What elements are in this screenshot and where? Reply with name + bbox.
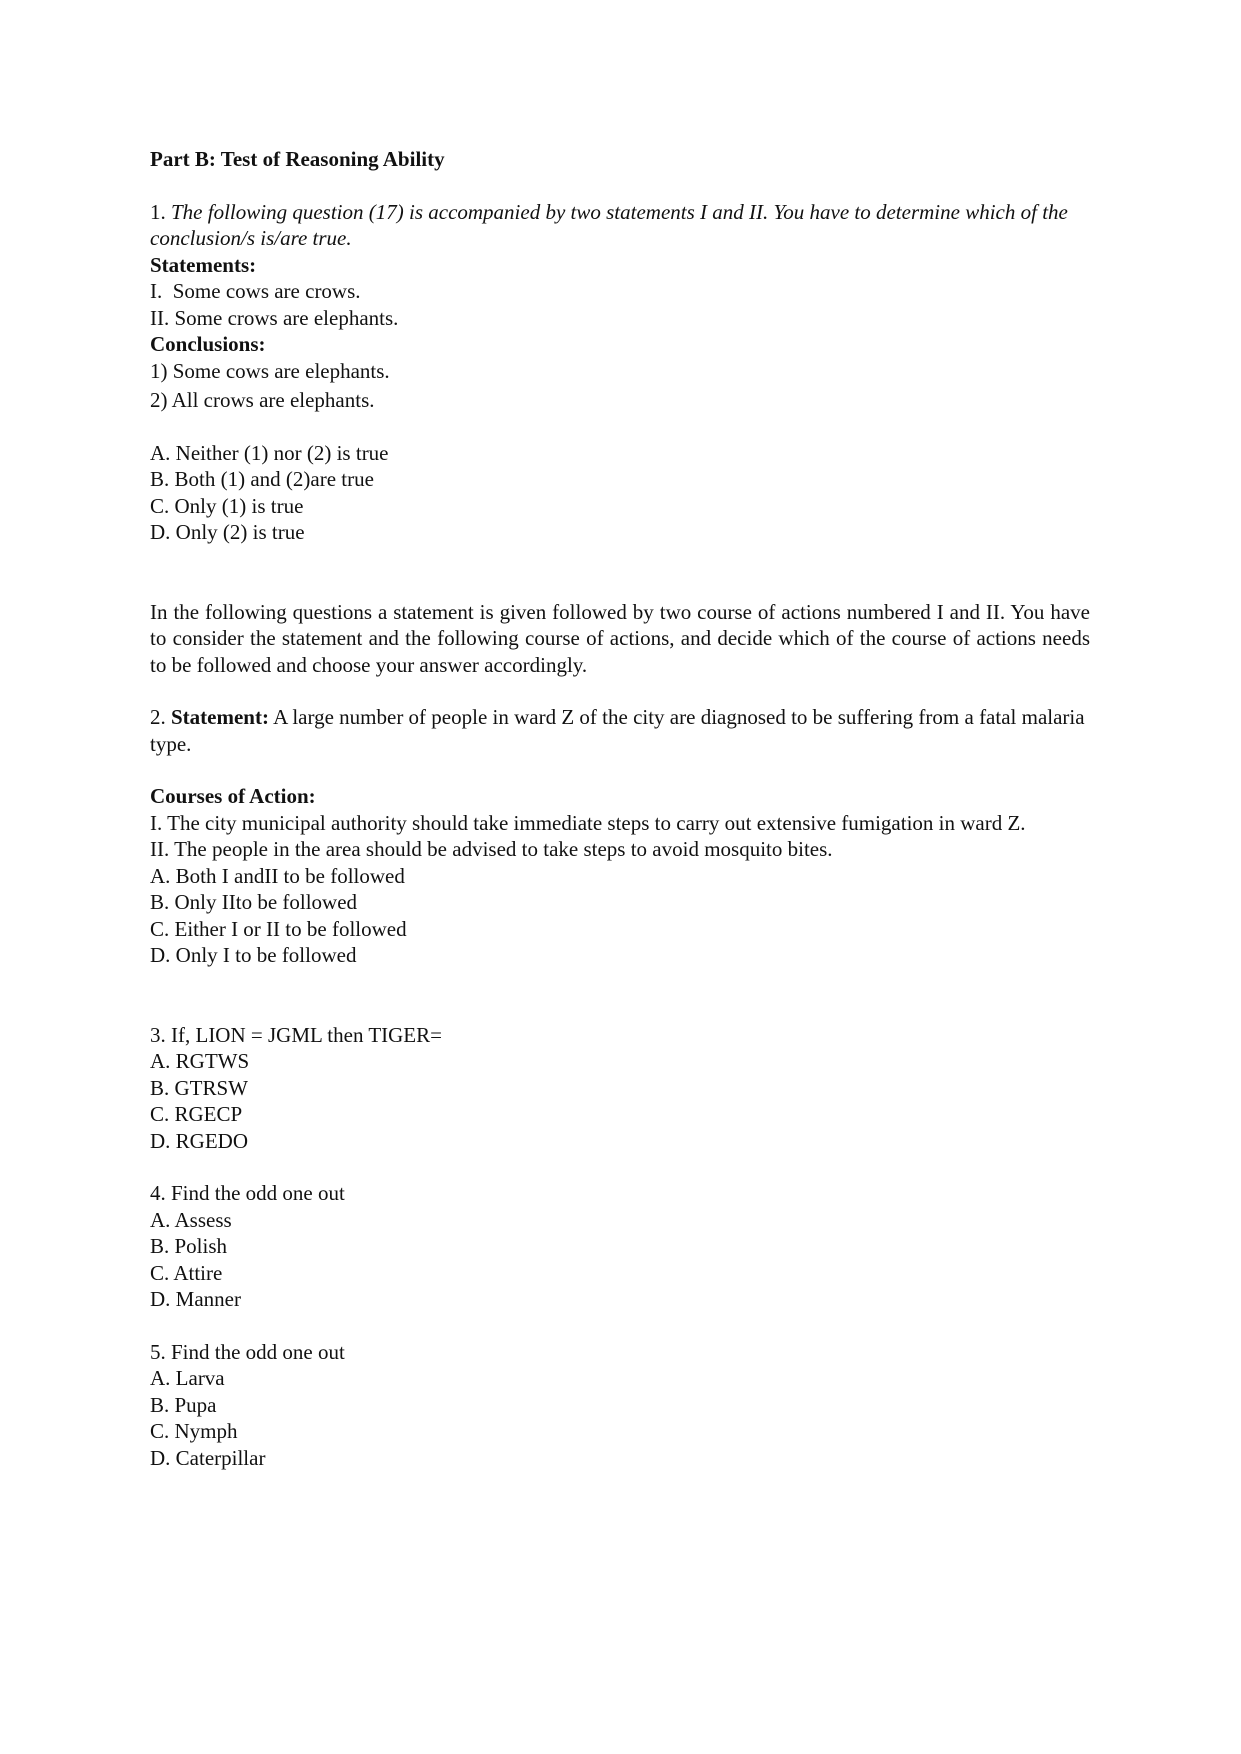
question-1-number: 1. xyxy=(150,199,166,224)
question-2-option-a: A. Both I andII to be followed xyxy=(150,863,405,888)
statement-label: Statement: xyxy=(171,705,269,729)
question-4 xyxy=(150,1180,1090,1313)
question-2-option-d: D. Only I to be followed xyxy=(150,943,357,967)
conclusions-heading: Conclusions: xyxy=(150,332,266,356)
question-2-number: 2. xyxy=(150,705,166,729)
section-intro: In the following questions a statement is given followed by two course of actions numbered I and II. You have to consider the statement and the following course of actions, and decide which of the course of actions needs to be followed and choose your answer accordingly. xyxy=(150,599,1096,677)
statement-2: II. Some crows are elephants. xyxy=(150,305,399,330)
course-1: I. The city municipal authority should take immediate steps to carry out extensive fumigation in ward Z. xyxy=(150,810,1026,835)
question-1-option-c: C. Only (1) is true xyxy=(150,493,304,518)
question-3-option-b: B. GTRSW xyxy=(150,1075,249,1100)
question-3-option-c: C. RGECP xyxy=(150,1102,243,1126)
question-4-text: 4. Find the odd one out xyxy=(150,1181,345,1205)
question-5-option-a: A. Larva xyxy=(150,1366,225,1390)
question-4-option-a: A. Assess xyxy=(150,1207,232,1232)
statements-heading: Statements: xyxy=(150,252,257,277)
question-4-option-b: B. Polish xyxy=(150,1234,228,1258)
question-2-option-c: C. Either I or II to be followed xyxy=(150,916,407,941)
document-page xyxy=(150,146,1096,1471)
question-5 xyxy=(150,1339,1090,1472)
question-2-statement xyxy=(150,704,1090,757)
question-1-option-d: D. Only (2) is true xyxy=(150,520,305,544)
question-2 xyxy=(150,704,1090,969)
question-1-option-a: A. Neither (1) nor (2) is true xyxy=(150,440,389,465)
conclusion-1: 1) Some cows are elephants. xyxy=(150,358,390,383)
question-2-option-b: B. Only IIto be followed xyxy=(150,890,358,914)
question-4-option-d: D. Manner xyxy=(150,1287,241,1311)
courses-heading: Courses of Action: xyxy=(150,784,316,808)
question-5-option-d: D. Caterpillar xyxy=(150,1445,266,1470)
question-5-option-b: B. Pupa xyxy=(150,1392,217,1417)
question-1 xyxy=(150,199,1090,546)
question-2-statement-text: A large number of people in ward Z of the city are diagnosed to be suffering from a fatal malaria type. xyxy=(150,705,1090,756)
question-3-text: 3. If, LION = JGML then TIGER= xyxy=(150,1022,442,1047)
question-3-option-d: D. RGEDO xyxy=(150,1128,248,1153)
question-3-option-a: A. RGTWS xyxy=(150,1049,250,1073)
question-3 xyxy=(150,1022,1090,1155)
course-2: II. The people in the area should be advised to take steps to avoid mosquito bites. xyxy=(150,837,833,861)
question-1-option-b: B. Both (1) and (2)are true xyxy=(150,467,374,491)
question-5-option-c: C. Nymph xyxy=(150,1419,238,1443)
question-1-instruction-text: The following question (17) is accompanied by two statements I and II. You have to determine which of the conclusion/s is/are true. xyxy=(150,199,1074,250)
conclusion-2: 2) All crows are elephants. xyxy=(150,388,375,412)
question-4-option-c: C. Attire xyxy=(150,1260,223,1285)
statement-1: I. Some cows are crows. xyxy=(150,279,361,303)
question-1-instruction xyxy=(150,199,1090,252)
page-title: Part B: Test of Reasoning Ability xyxy=(150,147,445,171)
question-5-text: 5. Find the odd one out xyxy=(150,1339,345,1364)
